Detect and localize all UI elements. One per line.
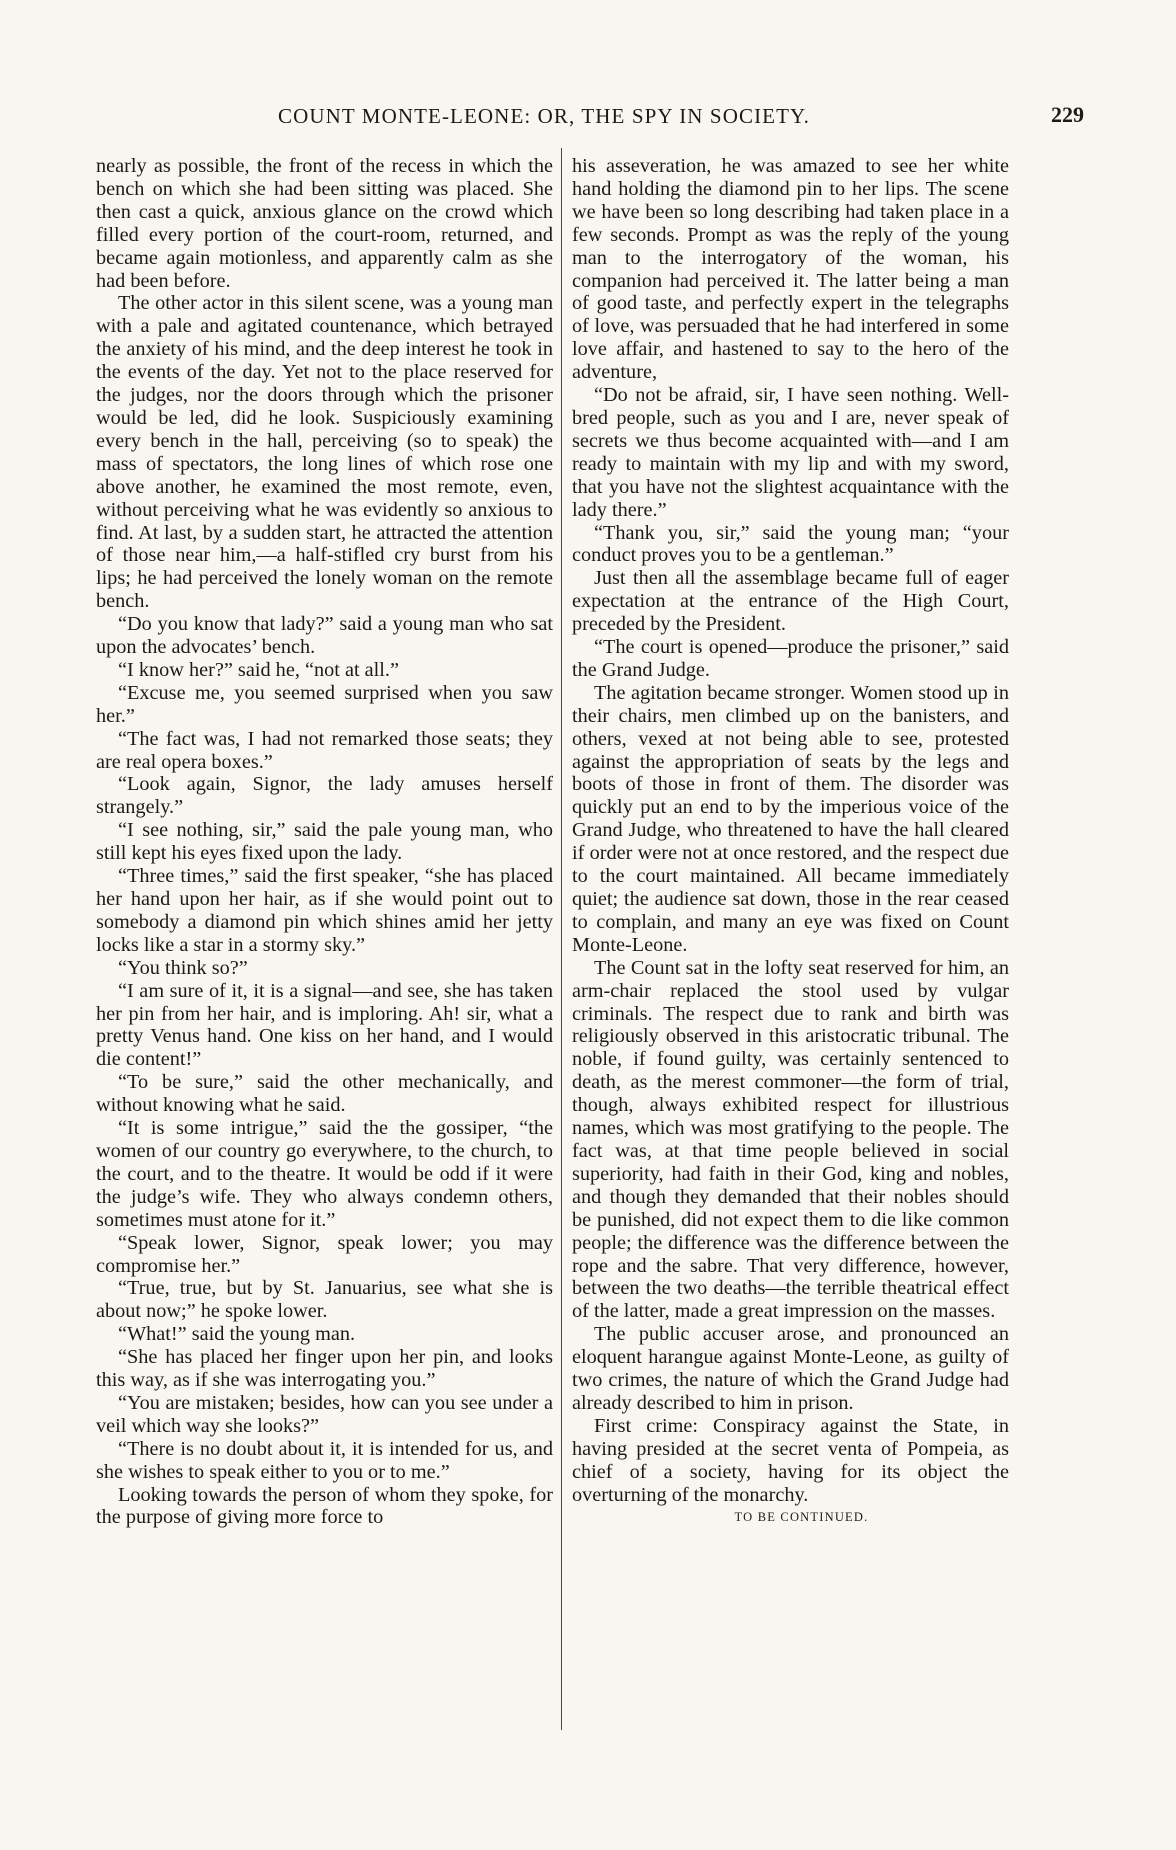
paragraph: “The fact was, I had not remarked those seats; they are real opera boxes.” xyxy=(96,727,553,773)
paragraph: “Thank you, sir,” said the young man; “your conduct proves you to be a gentleman.” xyxy=(572,521,1009,567)
right-column xyxy=(572,155,1009,1529)
paragraph: The agitation became stronger. Women stood up in their chairs, men climbed up on the banisters, and others, vexed at not being able to see, protested against the appropriation of seats by the legs and boots of those in front of them. The disorder was quickly put an end to by the imperious voice of the Grand Judge, who threatened to have the hall cleared if order were not at once restored, and the respect due to the court maintained. All became immediately quiet; the audience sat down, those in the rear ceased to complain, and many an eye was fixed on Count Monte-Leone. xyxy=(572,681,1009,956)
paragraph: “Three times,” said the first speaker, “she has placed her hand upon her hair, as if she would point out to somebody a diamond pin which shines amid her jetty locks like a star in a stormy sky.” xyxy=(96,865,553,956)
paragraph: “She has placed her finger upon her pin, and looks this way, as if she was interrogating you.” xyxy=(96,1346,553,1392)
paragraph: “True, true, but by St. Januarius, see what she is about now;” he spoke lower. xyxy=(96,1277,553,1323)
paragraph: The Count sat in the lofty seat reserved for him, an arm-chair replaced the stool used by vulgar criminals. The respect due to rank and birth was religiously observed in this aristocratic tribunal. The noble, if found guilty, was certainly sentenced to death, as the merest commoner—the form of trial, though, always exhibited respect for illustrious names, which was most gratifying to the people. The fact was, at that time people believed in social superiority, had faith in their God, king and nobles, and though they demanded that their nobles should be punished, did not expect them to die like common people; the difference was the difference between the rope and the sabre. That very difference, however, between the two deaths—the terrible theatrical effect of the latter, made a great impression on the masses. xyxy=(572,956,1009,1323)
paragraph: First crime: Conspiracy against the State, in having presided at the secret venta of Pompeia, as chief of a society, having for its object the overturning of the monarchy. xyxy=(572,1414,1009,1506)
to-be-continued-note: TO BE CONTINUED. xyxy=(734,1510,869,1525)
paragraph: “To be sure,” said the other mechanically, and without knowing what he said. xyxy=(96,1071,553,1117)
paragraph: “There is no doubt about it, it is intended for us, and she wishes to speak either to you or to me.” xyxy=(96,1437,553,1483)
running-title: COUNT MONTE-LEONE: OR, THE SPY IN SOCIETY. xyxy=(278,104,810,128)
paragraph: “Speak lower, Signor, speak lower; you may compromise her.” xyxy=(96,1231,553,1277)
paragraph: “Do not be afraid, sir, I have seen nothing. Well-bred people, such as you and I are, never speak of secrets we thus become acquainted with—and I am ready to maintain with my lip and with my sword, that you have not the slightest acquaintance with the lady there.” xyxy=(572,384,1009,521)
paragraph: “The court is opened—produce the prisoner,” said the Grand Judge. xyxy=(572,636,1009,681)
paragraph: The public accuser arose, and pronounced an eloquent harangue against Monte-Leone, as guilty of two crimes, the nature of which the Grand Judge had already described to him in prison. xyxy=(572,1323,1009,1414)
paragraph: “Excuse me, you seemed surprised when you saw her.” xyxy=(96,681,553,727)
paragraph: nearly as possible, the front of the recess in which the bench on which she had been sitting was placed. She then cast a quick, anxious glance on the crowd which filled every portion of the court-room, returned, and became again motionless, and apparently calm as she had been before. xyxy=(96,155,553,292)
left-column xyxy=(96,155,553,1529)
paragraph: Just then all the assemblage became full of eager expectation at the entrance of the High Court, preceded by the President. xyxy=(572,567,1009,636)
paragraph: “You think so?” xyxy=(118,956,248,979)
paragraph: Looking towards the person of whom they spoke, for the purpose of giving more force to xyxy=(96,1483,553,1529)
paragraph: “Do you know that lady?” said a young man who sat upon the advocates’ bench. xyxy=(96,613,553,659)
paragraph: “I see nothing, sir,” said the pale young man, who still kept his eyes fixed upon the lady. xyxy=(96,819,553,865)
paragraph: “I know her?” said he, “not at all.” xyxy=(118,658,399,681)
paragraph: “It is some intrigue,” said the the gossiper, “the women of our country go everywhere, to the church, to the court, and to the theatre. It would be odd if it were the judge’s wife. They who always condemn others, sometimes must atone for it.” xyxy=(96,1117,553,1231)
page-number: 229 xyxy=(1051,102,1084,127)
paragraph: The other actor in this silent scene, was a young man with a pale and agitated countenance, which betrayed the anxiety of his mind, and the deep interest he took in the events of the day. Yet not to the place reserved for the judges, nor the doors through which the prisoner would be led, did he look. Suspiciously examining every bench in the hall, perceiving (so to speak) the mass of spectators, the long lines of which rose one above another, he examined the most remote, even, without perceiving what he was evidently so anxious to find. At last, by a sudden start, he attracted the attention of those near him,—a half-stifled cry burst from his lips; he had perceived the lonely woman on the remote bench. xyxy=(96,292,553,613)
running-head xyxy=(90,104,1090,134)
paragraph: “What!” said the young man. xyxy=(118,1323,356,1346)
paragraph: “Look again, Signor, the lady amuses herself strangely.” xyxy=(96,773,553,819)
paragraph: his asseveration, he was amazed to see her white hand holding the diamond pin to her lips. The scene we have been so long describing had taken place in a few seconds. Prompt as was the reply of the young man to the interrogatory of the woman, his companion had perceived it. The latter being a man of good taste, and perfectly expert in the telegraphs of love, was persuaded that he had interfered in some love affair, and hastened to say to the hero of the adventure, xyxy=(572,155,1009,384)
paragraph: “You are mistaken; besides, how can you see under a veil which way she looks?” xyxy=(96,1391,553,1437)
paragraph: “I am sure of it, it is a signal—and see, she has taken her pin from her hair, and is imploring. Ah! sir, what a pretty Venus hand. One kiss on her hand, and I would die content!” xyxy=(96,979,553,1071)
column-divider xyxy=(561,148,562,1730)
